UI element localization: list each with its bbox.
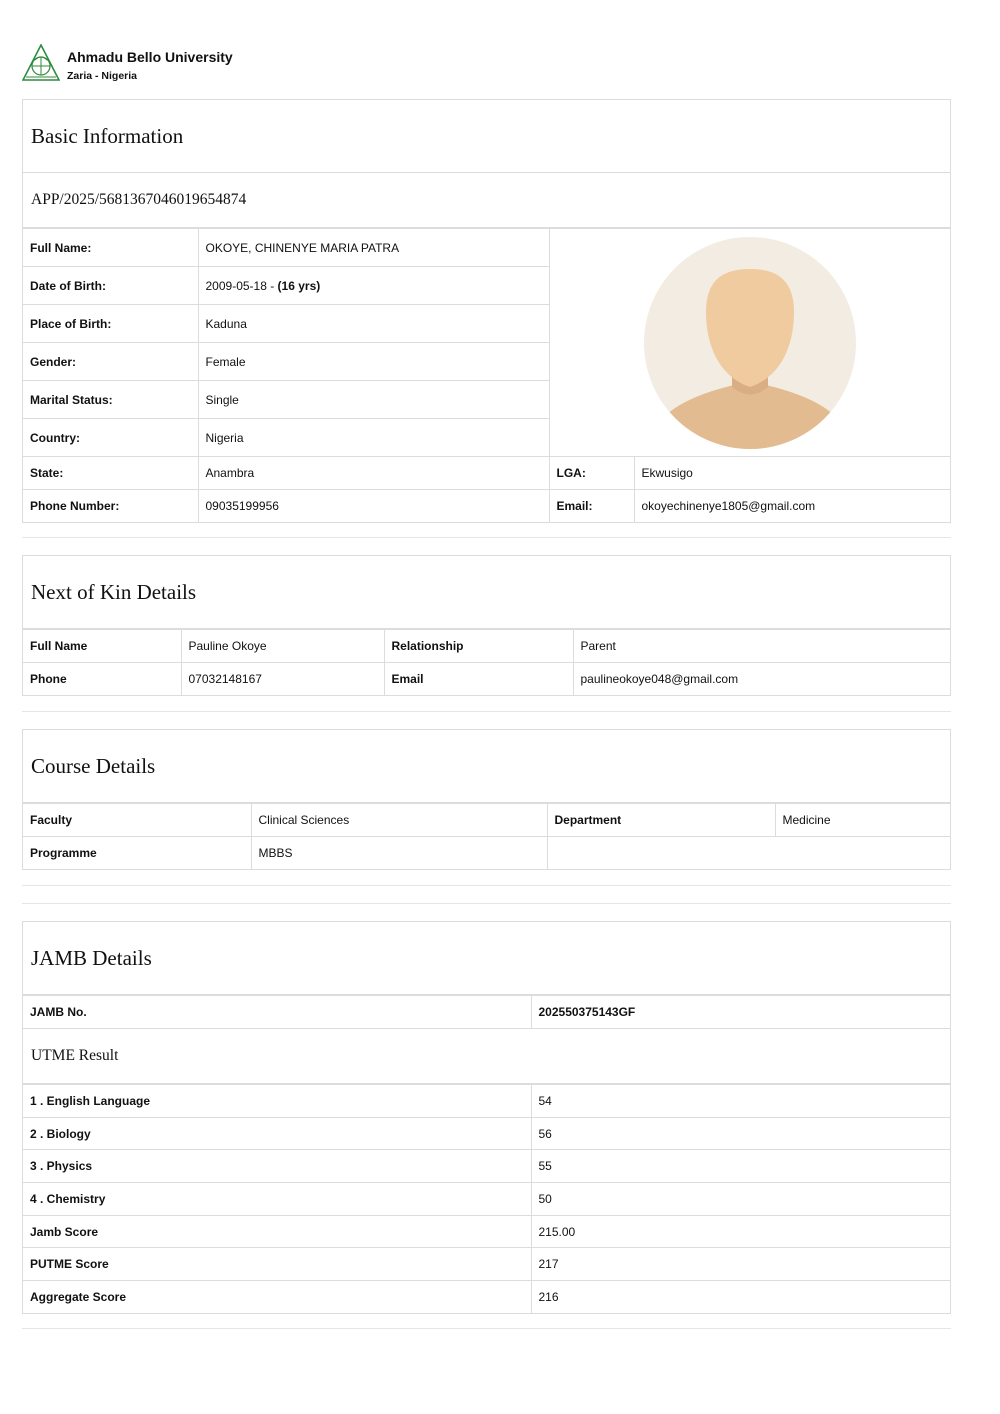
email-value: okoyechinenye1805@gmail.com (634, 490, 950, 522)
aggregate-score-label: Aggregate Score (23, 1281, 531, 1313)
subject-name: 4 . Chemistry (23, 1183, 531, 1216)
application-number: APP/2025/5681367046019654874 (23, 173, 950, 228)
next-of-kin-section (22, 555, 951, 696)
dob-age: (16 yrs) (277, 278, 321, 293)
dob-value (198, 267, 549, 305)
full-name-value: OKOYE, CHINENYE MARIA PATRA (198, 229, 549, 267)
gender-value: Female (198, 343, 549, 381)
email-label: Email: (549, 490, 634, 522)
faculty-label: Faculty (23, 804, 251, 837)
pob-value: Kaduna (198, 305, 549, 343)
course-details-section (22, 729, 951, 870)
pob-label: Place of Birth: (23, 305, 198, 343)
jamb-details-section (22, 921, 951, 1314)
country-value: Nigeria (198, 419, 549, 457)
jamb-no-value: 202550375143GF (531, 996, 950, 1029)
putme-score-value: 217 (531, 1248, 950, 1281)
photo-cell (549, 229, 950, 457)
subject-score: 55 (531, 1150, 950, 1183)
subject-score: 54 (531, 1085, 950, 1118)
divider (22, 537, 951, 538)
utme-result-table (23, 1084, 950, 1313)
divider (22, 1328, 951, 1329)
jamb-number-table (23, 995, 950, 1029)
university-name: Ahmadu Bello University (67, 49, 233, 65)
jamb-score-value: 215.00 (531, 1216, 950, 1248)
nok-phone-value: 07032148167 (181, 663, 384, 695)
phone-label: Phone Number: (23, 490, 198, 522)
section-title: Next of Kin Details (23, 556, 950, 629)
nok-email-value: paulineokoye048@gmail.com (573, 663, 950, 695)
next-of-kin-table (23, 629, 950, 695)
nok-email-label: Email (384, 663, 573, 695)
jamb-no-label: JAMB No. (23, 996, 531, 1029)
marital-status-label: Marital Status: (23, 381, 198, 419)
course-details-table (23, 803, 950, 869)
programme-label: Programme (23, 837, 251, 869)
empty-cell (547, 837, 950, 869)
programme-value: MBBS (251, 837, 547, 869)
country-label: Country: (23, 419, 198, 457)
divider (22, 711, 951, 712)
full-name-label: Full Name: (23, 229, 198, 267)
section-title: Basic Information (23, 100, 950, 173)
university-location: Zaria - Nigeria (67, 70, 138, 82)
subject-score: 50 (531, 1183, 950, 1216)
section-title: Course Details (23, 730, 950, 803)
subject-name: 1 . English Language (23, 1085, 531, 1118)
nok-relationship-label: Relationship (384, 630, 573, 663)
marital-status-value: Single (198, 381, 549, 419)
divider (22, 903, 951, 904)
state-value: Anambra (198, 457, 549, 490)
lga-value: Ekwusigo (634, 457, 950, 490)
subject-name: 2 . Biology (23, 1118, 531, 1150)
nok-name-label: Full Name (23, 630, 181, 663)
dob-label: Date of Birth: (23, 267, 198, 305)
lga-label: LGA: (549, 457, 634, 490)
nok-phone-label: Phone (23, 663, 181, 695)
phone-value: 09035199956 (198, 490, 549, 522)
utme-result-title: UTME Result (23, 1029, 950, 1084)
subject-score: 56 (531, 1118, 950, 1150)
aggregate-score-value: 216 (531, 1281, 950, 1313)
nok-relationship-value: Parent (573, 630, 950, 663)
nok-name-value: Pauline Okoye (181, 630, 384, 663)
basic-info-table (23, 228, 950, 522)
faculty-value: Clinical Sciences (251, 804, 547, 837)
subject-name: 3 . Physics (23, 1150, 531, 1183)
basic-information-section (22, 99, 951, 523)
gender-label: Gender: (23, 343, 198, 381)
state-label: State: (23, 457, 198, 490)
dob-date: 2009-05-18 - (205, 278, 278, 293)
section-title: JAMB Details (23, 922, 950, 995)
divider (22, 885, 951, 886)
department-label: Department (547, 804, 775, 837)
department-value: Medicine (775, 804, 950, 837)
putme-score-label: PUTME Score (23, 1248, 531, 1281)
university-logo (22, 44, 60, 82)
jamb-score-label: Jamb Score (23, 1216, 531, 1248)
avatar-placeholder-icon (644, 237, 856, 449)
